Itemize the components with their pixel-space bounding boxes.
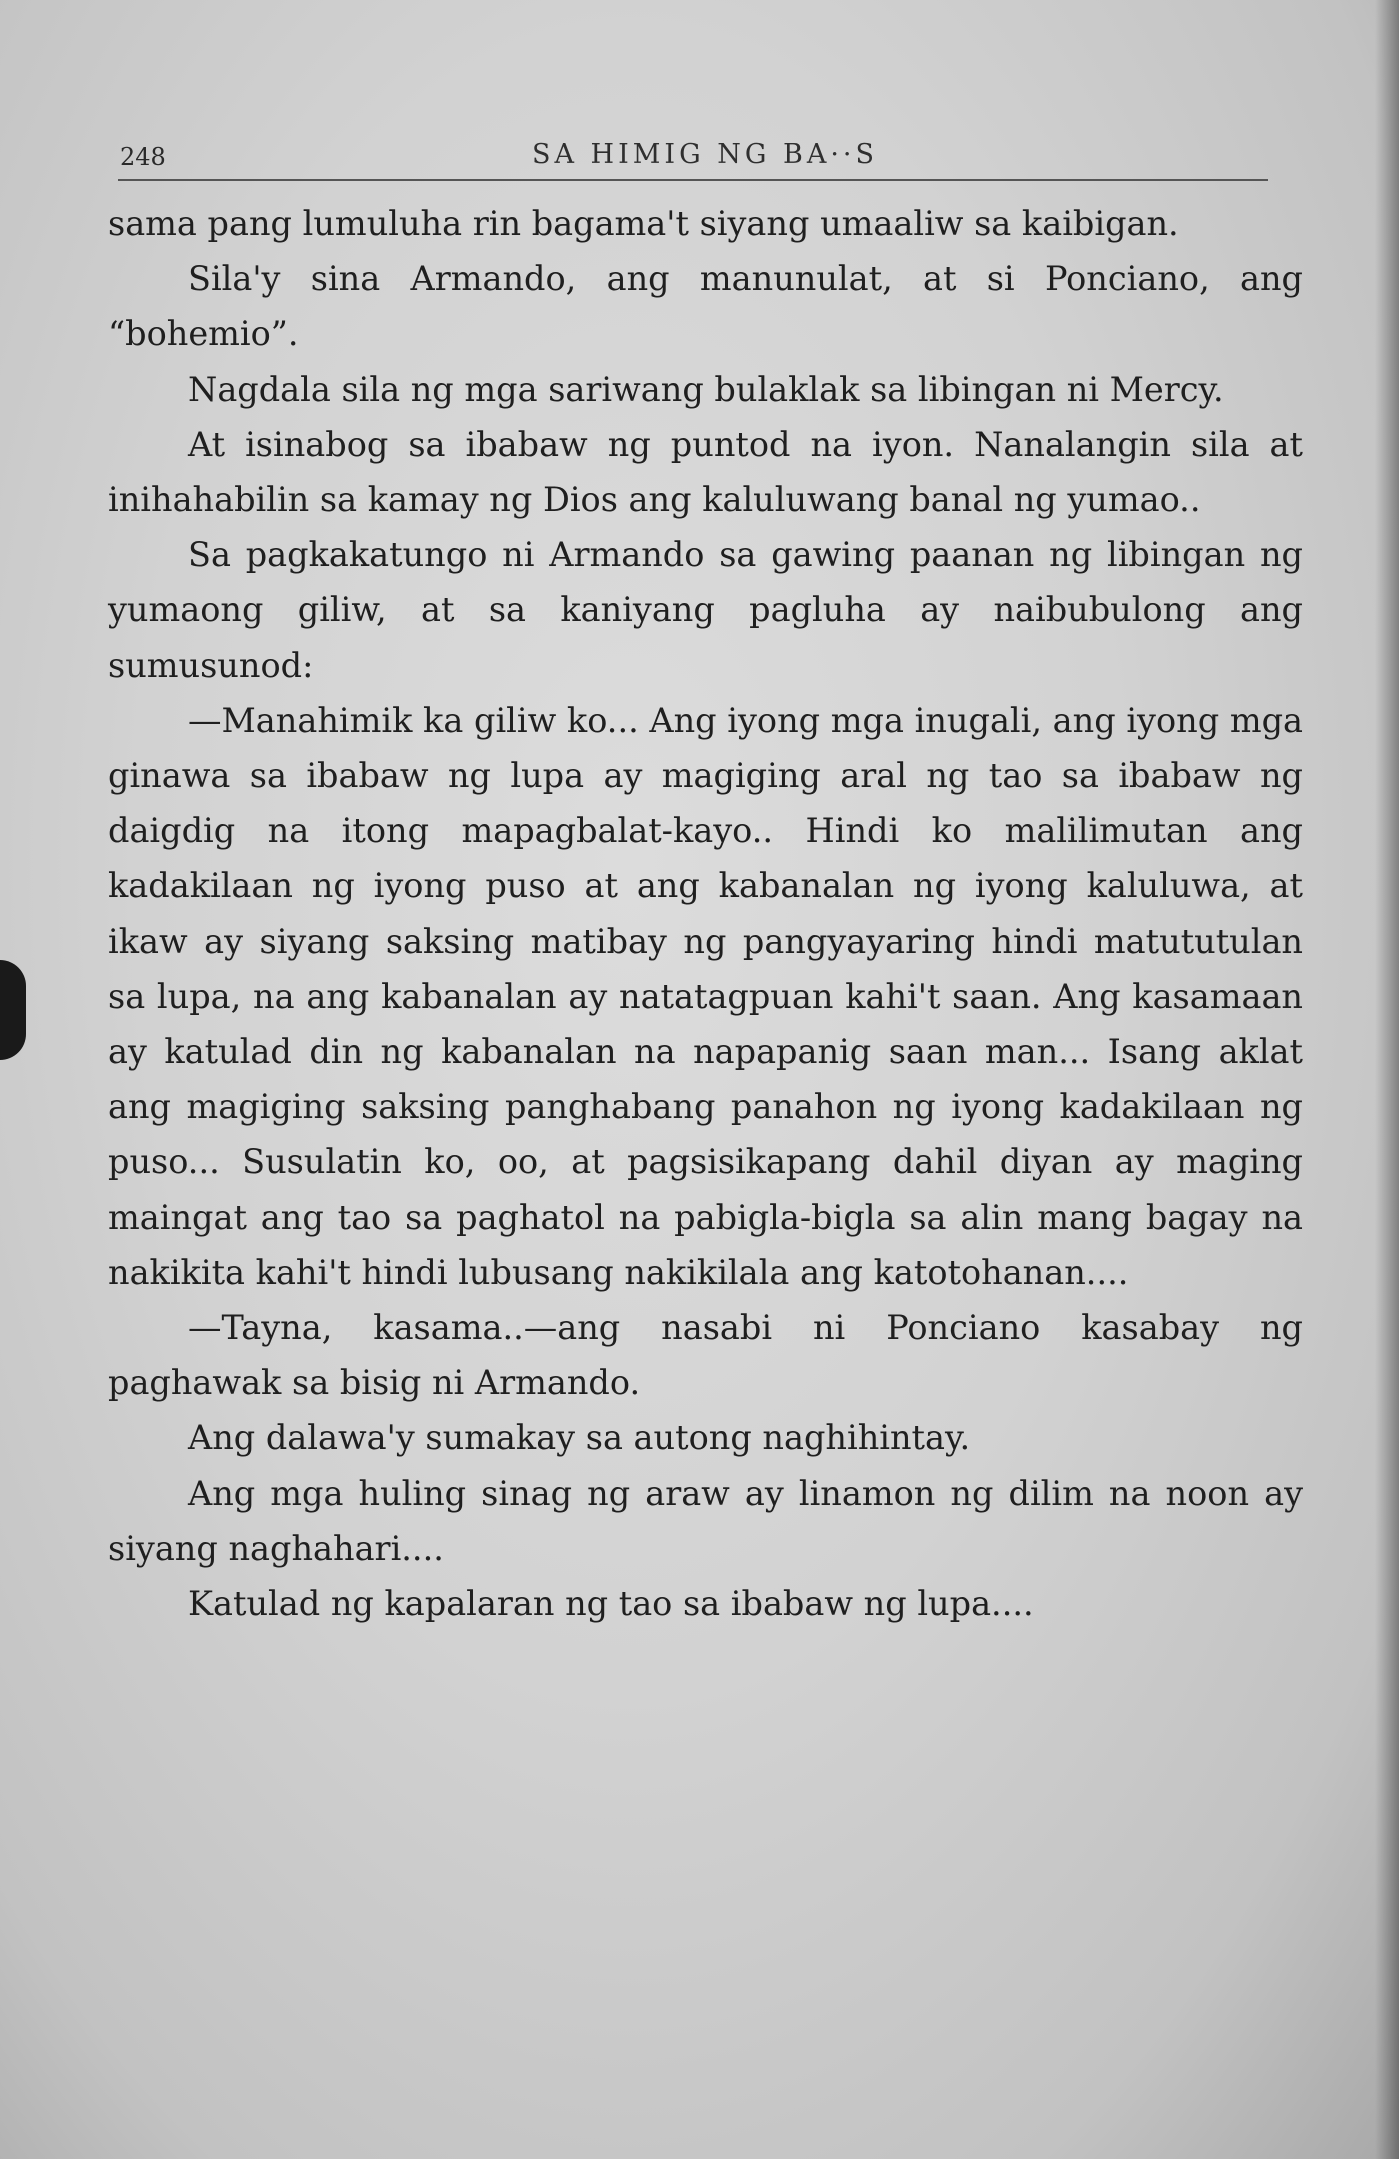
- paragraph: Ang mga huling sinag ng araw ay linamon ng dilim na noon ay siyang naghahari....: [108, 1473, 1303, 1568]
- paragraph: sama pang lumuluha rin bagama't siyang umaaliw sa kaibigan.: [108, 204, 1179, 243]
- paragraph: —Manahimik ka giliw ko... Ang iyong mga inugali, ang iyong mga ginawa sa ibabaw ng lupa ay magiging aral ng tao sa ibabaw ng daigdig na itong mapagbalat-kayo.. Hindi ko malilimutan ang kadakilaan ng iyong puso at ang kabanalan ng iyong kaluluwa, at ikaw ay siyang saksing matibay ng pangyayaring hindi matututulan sa lupa, na ang kabanalan ay natatagpuan kahi't saan. Ang kasamaan ay katulad din ng kabanalan na napapanig saan man... Isang aklat ang magiging saksing panghabang panahon ng iyong kadakilaan ng puso... Susulatin ko, oo, at pagsisikapang dahil diyan ay maging maingat ang tao sa paghatol na pabigla-bigla sa alin mang bagay na nakikita kahi't hindi lubusang nakikilala ang katotohanan....: [108, 700, 1303, 1292]
- page-header: [120, 135, 1270, 175]
- paragraph: Nagdala sila ng mga sariwang bulaklak sa libingan ni Mercy.: [188, 369, 1224, 409]
- page-number: 248: [120, 143, 166, 171]
- paragraph: At isinabog sa ibabaw ng puntod na iyon. Nanalangin sila at inihahabilin sa kamay ng Dios ang kaluluwang banal ng yumao..: [108, 424, 1303, 520]
- body-text: [108, 196, 1303, 1996]
- paragraph: Sila'y sina Armando, ang manunulat, at si Ponciano, ang “bohemio”.: [108, 259, 1303, 354]
- paragraph: Ang dalawa'y sumakay sa autong naghihintay.: [188, 1418, 971, 1458]
- paragraph: Sa pagkakatungo ni Armando sa gawing paanan ng libingan ng yumaong giliw, at sa kaniyang pagluha ay naibubulong ang sumusunod:: [108, 535, 1303, 685]
- running-head: SA HIMIG NG BA··S: [531, 139, 879, 170]
- paragraph: —Tayna, kasama..—ang nasabi ni Ponciano kasabay ng paghawak sa bisig ni Armando.: [108, 1308, 1303, 1403]
- page-edge-shadow: [1375, 0, 1399, 2159]
- paragraph: Katulad ng kapalaran ng tao sa ibabaw ng lupa....: [188, 1584, 1034, 1624]
- binding-clip-mark: [0, 960, 26, 1060]
- header-rule: [118, 179, 1268, 181]
